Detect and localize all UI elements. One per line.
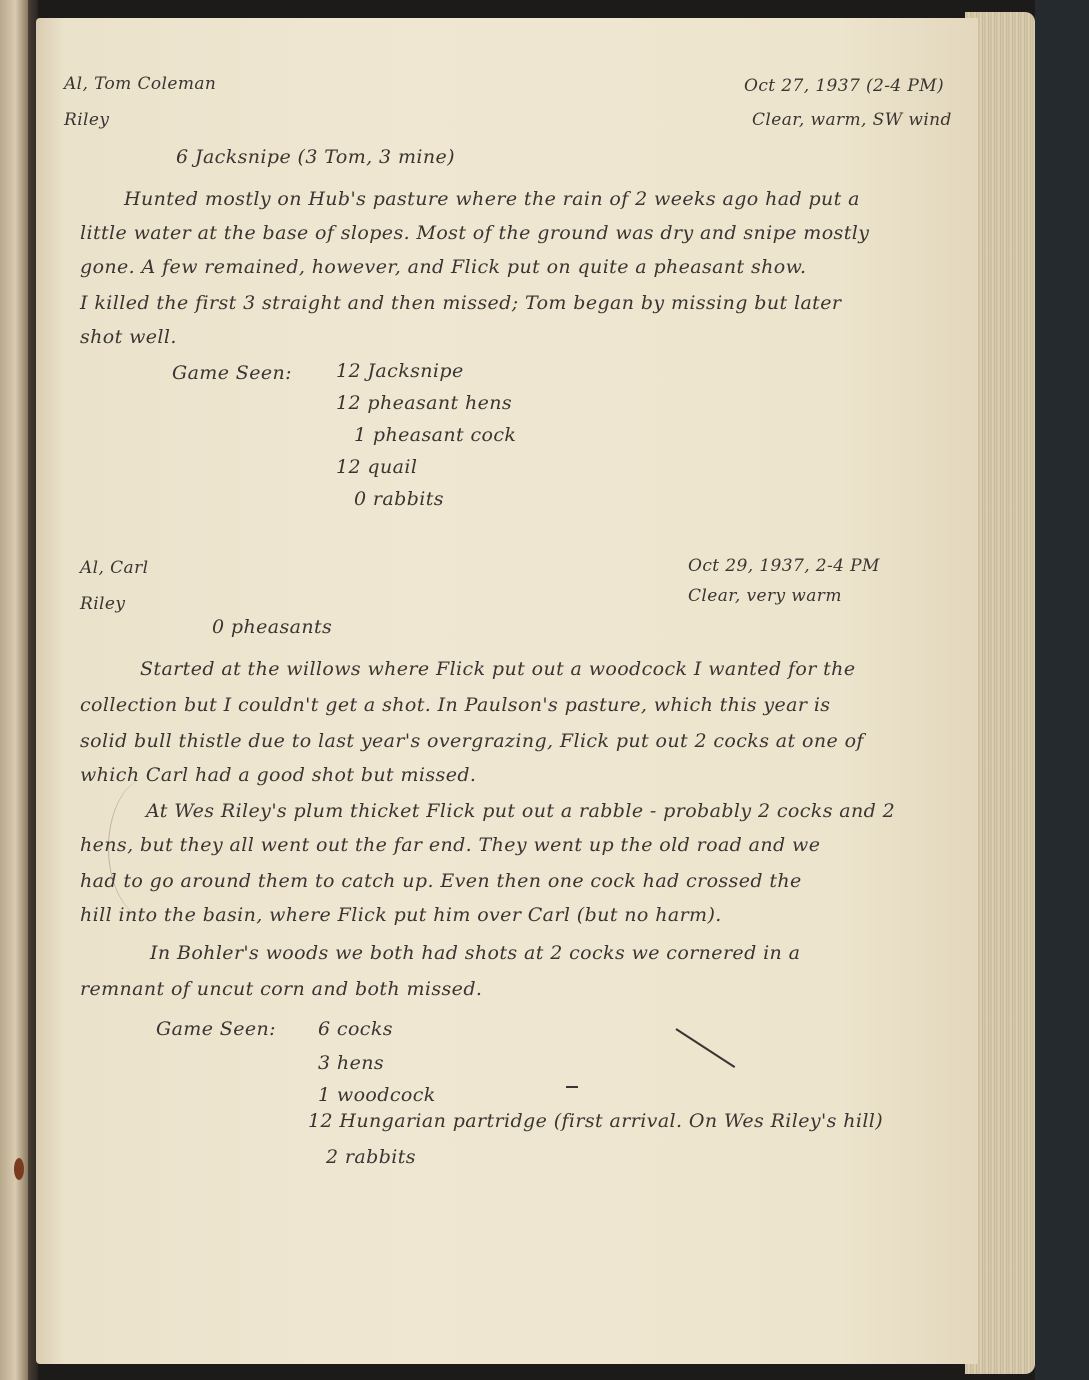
entry2-weather: Clear, very warm	[688, 586, 842, 606]
entry1-game-item: 0 rabbits	[354, 488, 444, 510]
entry2-p2-line-3: had to go around them to catch up. Even then one cock had crossed the	[80, 870, 802, 892]
entry2-bag: 0 pheasants	[212, 616, 333, 638]
entry1-game-item: 12 Jacksnipe	[336, 360, 464, 382]
entry2-game-item: 1 woodcock	[318, 1084, 436, 1106]
binding-mark	[14, 1158, 24, 1180]
entry1-game-item: 12 pheasant hens	[336, 392, 513, 414]
book-cover-edge	[1035, 0, 1089, 1380]
entry2-game-item: 3 hens	[318, 1052, 384, 1074]
entry1-bag: 6 Jacksnipe (3 Tom, 3 mine)	[176, 146, 455, 168]
entry2-names: Al, Carl	[80, 558, 149, 578]
pencil-stroke-mark	[675, 1028, 735, 1068]
entry2-p2-line-1: At Wes Riley's plum thicket Flick put out a rabble - probably 2 cocks and 2	[146, 800, 896, 822]
entry2-p1-line-3: solid bull thistle due to last year's overgrazing, Flick put out 2 cocks at one of	[80, 730, 864, 752]
entry2-game-item: 6 cocks	[318, 1018, 393, 1040]
entry2-p3-line-1: In Bohler's woods we both had shots at 2 cocks we cornered in a	[150, 942, 801, 964]
entry1-names: Al, Tom Coleman	[64, 74, 217, 94]
entry1-game-item: 12 quail	[336, 456, 418, 478]
entry1-game-item: 1 pheasant cock	[354, 424, 517, 446]
entry2-p3-line-2: remnant of uncut corn and both missed.	[80, 978, 483, 1000]
entry1-weather: Clear, warm, SW wind	[752, 110, 952, 130]
entry2-p1-line-4: which Carl had a good shot but missed.	[80, 764, 477, 786]
entry1-line-5: shot well.	[80, 326, 177, 348]
entry2-p1-line-1: Started at the willows where Flick put out a woodcock I wanted for the	[140, 658, 856, 680]
entry2-game-item: 12 Hungarian partridge (first arrival. On Wes Riley's hill)	[308, 1110, 884, 1132]
entry2-p2-line-4: hill into the basin, where Flick put him over Carl (but no harm).	[80, 904, 722, 926]
entry1-line-2: little water at the base of slopes. Most of the ground was dry and snipe mostly	[80, 222, 870, 244]
pencil-dash-mark	[566, 1086, 578, 1088]
entry2-place: Riley	[80, 594, 126, 614]
entry1-line-3: gone. A few remained, however, and Flick put on quite a pheasant show.	[80, 256, 807, 278]
entry1-place: Riley	[64, 110, 110, 130]
entry1-line-1: Hunted mostly on Hub's pasture where the rain of 2 weeks ago had put a	[124, 188, 860, 210]
entry2-game-item: 2 rabbits	[326, 1146, 416, 1168]
entry1-line-4: I killed the first 3 straight and then missed; Tom began by missing but later	[80, 292, 842, 314]
journal-page	[36, 18, 978, 1364]
entry2-p2-line-2: hens, but they all went out the far end. They went up the old road and we	[80, 834, 821, 856]
entry1-date: Oct 27, 1937 (2-4 PM)	[744, 76, 945, 96]
entry2-game-seen-label: Game Seen:	[156, 1018, 276, 1040]
entry2-p1-line-2: collection but I couldn't get a shot. In Paulson's pasture, which this year is	[80, 694, 831, 716]
entry2-date: Oct 29, 1937, 2-4 PM	[688, 556, 880, 576]
entry1-game-seen-label: Game Seen:	[172, 362, 292, 384]
